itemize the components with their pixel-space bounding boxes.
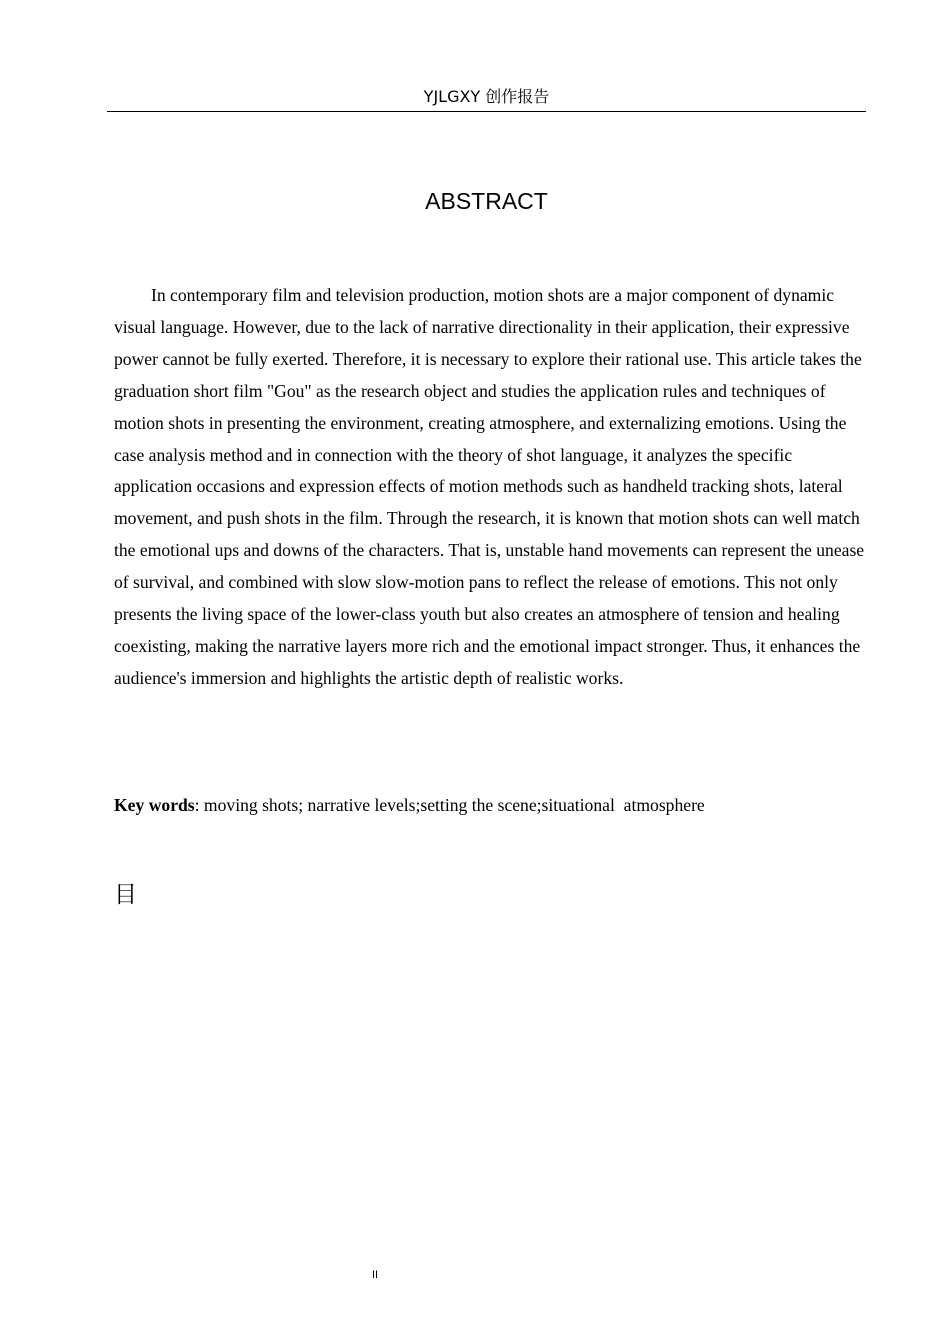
running-header: YJLGXY 创作报告: [423, 87, 550, 106]
keywords-line: [114, 790, 866, 820]
abstract-title: ABSTRACT: [425, 188, 548, 214]
keywords-label: Key words: [114, 795, 195, 815]
header-divider: [107, 111, 866, 112]
keywords-list: : moving shots; narrative levels;setting the scene;situational atmosphere: [194, 795, 705, 815]
abstract-body: In contemporary film and television production, motion shots are a major component of dynamic visual language. However, due to the lack of narrative directionality in their application, their expressive power cannot be fully exerted. Therefore, it is necessary to explore their rational use. This article takes the graduation short film "Gou" as the research object and studies the application rules and techniques of motion shots in presenting the environment, creating atmosphere, and externalizing emotions. Using the case analysis method and in connection with the theory of shot language, it analyzes the specific application occasions and expression effects of motion methods such as handheld tracking shots, lateral movement, and push shots in the film. Through the research, it is known that motion shots can well match the emotional ups and downs of the characters. That is, unstable hand movements can represent the unease of survival, and combined with slow slow-motion pans to reflect the release of emotions. This not only presents the living space of the lower-class youth but also creates an atmosphere of tension and healing coexisting, making the narrative layers more rich and the emotional impact stronger. Thus, it enhances the audience's immersion and highlights the artistic depth of realistic works.: [114, 285, 865, 688]
toc-heading: 目: [114, 882, 137, 908]
page-number: II: [371, 1269, 379, 1281]
